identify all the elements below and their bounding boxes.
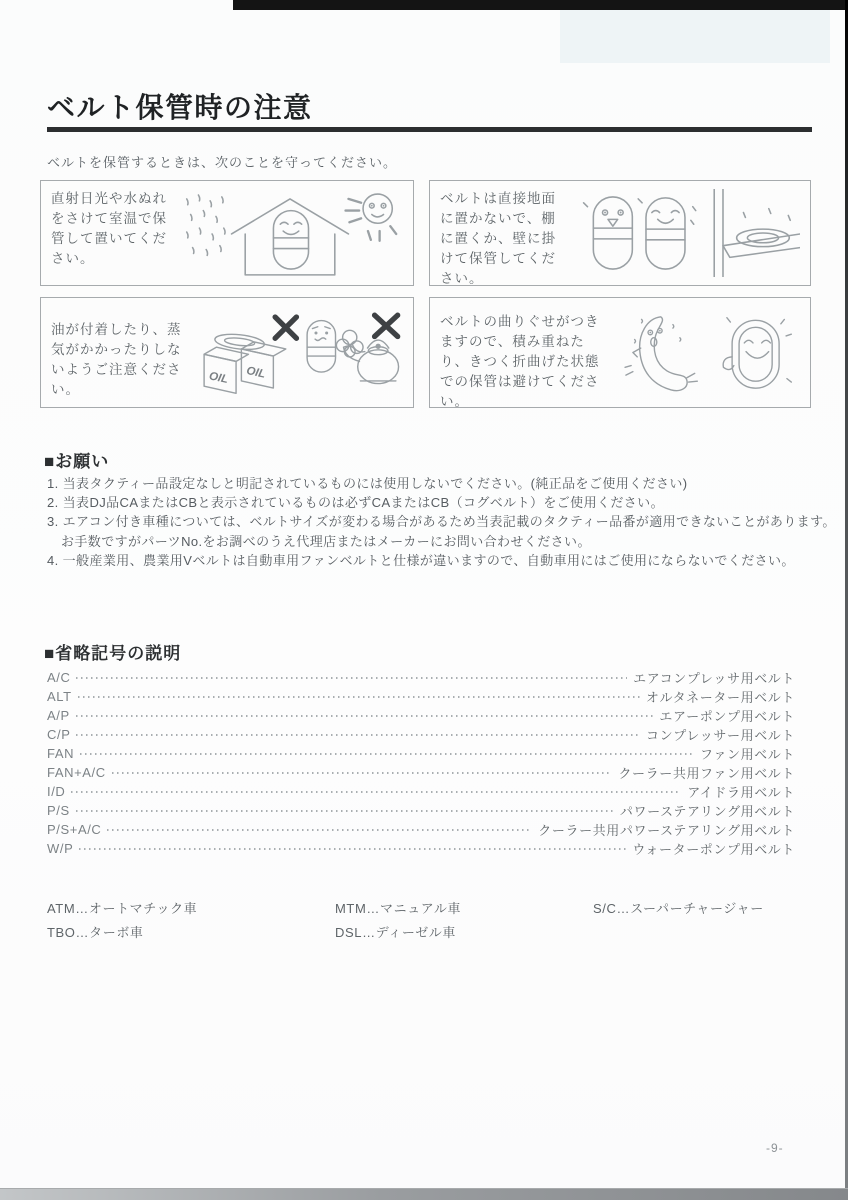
notice-item-3-continued: お手数ですがパーツNo.をお調べのうえ代理店またはメーカーにお問い合わせください。 <box>61 533 591 549</box>
precaution-box-oil-steam <box>40 297 414 408</box>
abbreviation-row <box>47 820 795 839</box>
abbreviation-row <box>47 782 795 801</box>
bent-belt-icon <box>625 317 697 391</box>
vehicle-code-item: TBO…ターボ車 <box>47 924 144 940</box>
precaution-box-storage <box>40 180 414 286</box>
abbreviation-code: C/P <box>47 727 71 742</box>
scan-tint <box>560 8 830 63</box>
notice-heading: ■お願い <box>44 452 110 471</box>
kettle-steam-icon <box>336 330 398 383</box>
dotted-leader <box>76 810 614 812</box>
precaution-text: 油が付着したり、蒸気がかかったりしないようご注意ください。 <box>51 322 182 397</box>
vehicle-code-item: DSL…ディーゼル車 <box>335 924 456 940</box>
vehicle-codes-column-2 <box>335 897 593 944</box>
abbreviation-row <box>47 839 795 858</box>
vehicle-code-item: S/C…スーパーチャージャー <box>593 901 764 916</box>
notice-item-1: 1. 当表タクティー品設定なしと明記されているものには使用しないでください。(純正品をご使用ください) <box>47 476 688 491</box>
abbreviation-code: ALT <box>47 689 72 704</box>
vehicle-codes-column-3 <box>593 897 792 944</box>
precaution-text: ベルトは直接地面に置かないで、棚に置くか、壁に掛けて保管してください。 <box>440 191 556 286</box>
abbreviations-heading: ■省略記号の説明 <box>44 644 182 663</box>
rain-icon <box>187 195 225 255</box>
dotted-leader <box>112 772 613 774</box>
shelf-belt-icon <box>714 189 800 277</box>
precaution-box-shelf <box>429 180 811 286</box>
page-number: -9- <box>766 1141 784 1155</box>
dotted-leader <box>107 829 532 831</box>
dotted-leader <box>78 696 640 698</box>
abbreviation-code: FAN <box>47 746 75 761</box>
vehicle-codes <box>47 897 792 944</box>
vehicle-code-item: MTM…マニュアル車 <box>335 901 462 916</box>
hanging-belts-icon <box>584 197 696 269</box>
abbreviation-meaning: クーラー共用パワーステアリング用ベルト <box>538 823 795 838</box>
title-rule <box>47 127 812 132</box>
notice-item-2: 2. 当表DJ品CAまたはCBと表示されているものは必ずCAまたはCB（コグベルト）をご使用ください。 <box>47 495 664 511</box>
storage-illustration <box>177 189 403 277</box>
abbreviation-meaning: パワーステアリング用ベルト <box>619 804 795 819</box>
dotted-leader <box>79 848 626 850</box>
abbreviation-list <box>47 668 795 858</box>
vehicle-codes-column-1 <box>47 897 335 944</box>
abbreviation-code: I/D <box>47 784 66 799</box>
abbreviation-row <box>47 725 795 744</box>
no-oil-x-icon <box>275 317 296 338</box>
abbreviation-meaning: エアコンプレッサ用ベルト <box>633 671 795 686</box>
vehicle-code-item: ATM…オートマチック車 <box>47 901 198 916</box>
happy-belt-icon <box>723 318 791 389</box>
bottom-scan-edge <box>0 1188 848 1200</box>
abbreviation-code: A/C <box>47 670 71 685</box>
abbreviation-meaning: ウォーターポンプ用ベルト <box>632 842 795 857</box>
abbreviation-meaning: ファン用ベルト <box>700 747 795 762</box>
abbreviation-code: W/P <box>47 841 74 856</box>
abbreviation-meaning: クーラー共用ファン用ベルト <box>618 766 795 781</box>
dotted-leader <box>76 715 654 717</box>
abbreviation-code: P/S+A/C <box>47 822 102 837</box>
svg-text:OIL: OIL <box>207 370 230 387</box>
precaution-text: 直射日光や水ぬれをさけて室温で保管して置いてください。 <box>51 191 167 266</box>
steamed-belt-icon <box>307 321 335 373</box>
notice-list <box>47 474 836 570</box>
abbreviation-row <box>47 744 795 763</box>
abbreviation-meaning: コンプレッサー用ベルト <box>646 728 795 743</box>
abbreviation-row <box>47 668 795 687</box>
notice-item-3: 3. エアコン付き車種については、ベルトサイズが変わる場合があるため当表記載のタクティー品番が適用できないことがあります。 <box>47 514 836 530</box>
page-title: ベルト保管時の注意 <box>47 92 313 123</box>
intro-text: ベルトを保管するときは、次のことを守ってください。 <box>47 155 398 170</box>
svg-text:OIL: OIL <box>245 365 267 381</box>
abbreviation-meaning: アイドラ用ベルト <box>687 785 795 800</box>
dotted-leader <box>76 734 640 736</box>
abbreviation-meaning: エアーポンプ用ベルト <box>659 709 795 724</box>
notice-item-4: 4. 一般産業用、農業用Vベルトは自動車用ファンベルトと仕様が違いますので、自動車用にはご使用にならないでください。 <box>47 552 795 568</box>
precaution-box-bending <box>429 297 811 408</box>
abbreviation-code: A/P <box>47 708 70 723</box>
abbreviation-row <box>47 801 795 820</box>
abbreviation-row <box>47 763 795 782</box>
house-belt-icon <box>232 199 349 275</box>
dotted-leader <box>71 791 681 793</box>
abbreviation-code: FAN+A/C <box>47 765 106 780</box>
abbreviation-row <box>47 706 795 725</box>
oil-steam-illustration <box>197 306 403 399</box>
sun-icon <box>346 194 397 241</box>
abbreviation-meaning: オルタネーター用ベルト <box>645 690 795 705</box>
abbreviation-row <box>47 687 795 706</box>
no-steam-x-icon <box>375 315 398 336</box>
oil-cans-icon <box>204 332 286 393</box>
shelf-illustration <box>568 189 800 277</box>
top-scan-bar <box>233 0 848 10</box>
dotted-leader <box>76 677 627 679</box>
precaution-text: ベルトの曲りぐせがつきますので、積み重ねたり、きつく折曲げた状態での保管は避けてください。 <box>440 314 600 409</box>
dotted-leader <box>80 753 694 755</box>
abbreviation-code: P/S <box>47 803 70 818</box>
bending-illustration <box>612 306 800 399</box>
